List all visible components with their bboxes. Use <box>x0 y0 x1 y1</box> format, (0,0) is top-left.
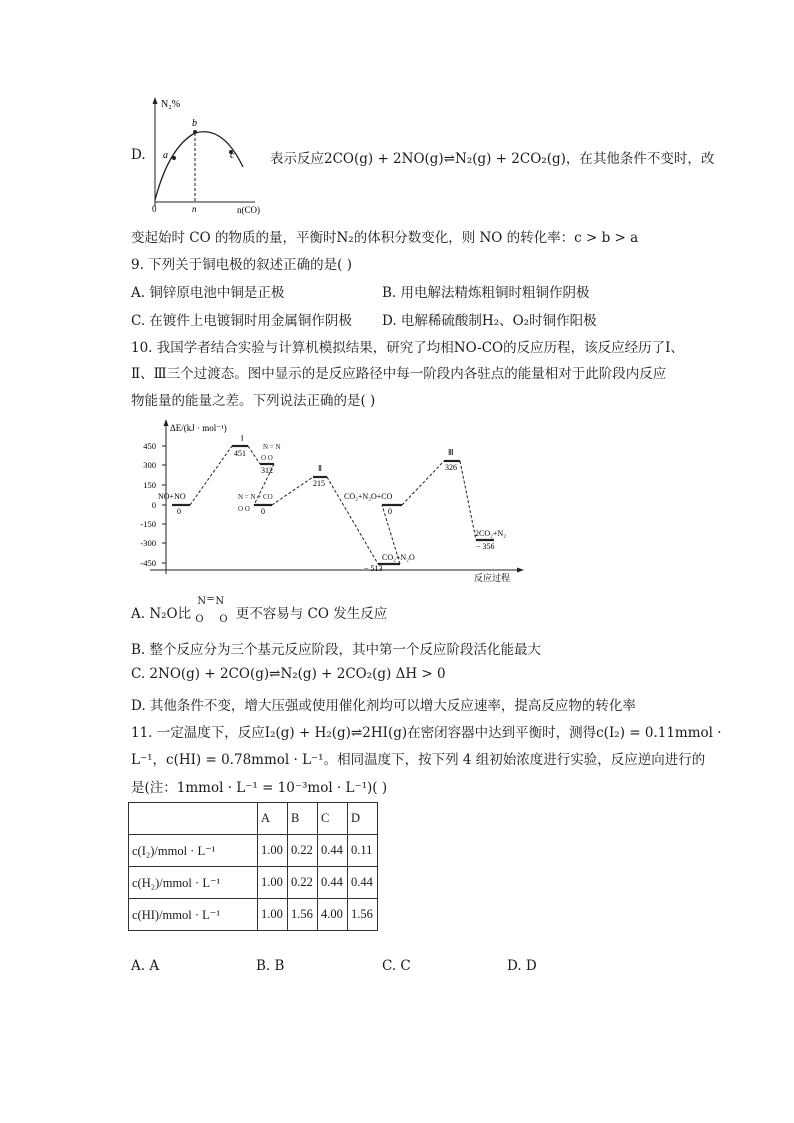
q8d-graph <box>145 95 270 217</box>
q10-option-a-suffix: 更不容易与 CO 发生反应 <box>235 606 388 622</box>
concentration-table <box>128 802 378 931</box>
energy-diagram <box>120 415 530 585</box>
table-cell: 0.11 <box>348 835 378 867</box>
graph-point-a: a <box>163 150 168 161</box>
label-co2-n2o-co: CO₂+N₂O+CO <box>344 492 393 501</box>
graph-ylabel: N₂% <box>161 99 181 110</box>
table-cell: 1.56 <box>348 899 378 931</box>
value-312: 312 <box>261 466 273 475</box>
ytick-150: 150 <box>143 480 156 490</box>
graph-origin: 0 <box>152 204 157 214</box>
value-m356: − 356 <box>476 542 495 551</box>
table-cell: 1.00 <box>258 835 288 867</box>
q9-option-d[interactable]: D. 电解稀硫酸制H₂、O₂时铜作阳极 <box>382 313 597 329</box>
q11-option-c[interactable]: C. C <box>382 958 411 974</box>
value-215: 215 <box>313 479 325 488</box>
svg-text:O O: O O <box>238 505 250 513</box>
label-co2-n2o: CO₂+N₂O <box>382 553 415 562</box>
table-row <box>129 899 378 931</box>
svg-text:O O: O O <box>261 454 273 462</box>
table-cell: c(I₂)/mmol · L⁻¹ <box>129 835 258 867</box>
table-cell: 0.44 <box>318 867 348 899</box>
table-header-cell <box>129 803 258 835</box>
graph-point-c: c <box>230 150 235 161</box>
ytick-0: 0 <box>151 500 156 510</box>
q11-stem-2: L⁻¹，c(HI) = 0.78mmol · L⁻¹。相同温度下，按下列 4 组初始浓度进行实验，反应逆向进行的 <box>131 752 706 768</box>
graph-xlabel: n(CO) <box>237 205 260 215</box>
table-header-cell: A <box>258 803 288 835</box>
q9-stem: 9. 下列关于铜电极的叙述正确的是( ) <box>131 257 352 273</box>
table-header-cell: B <box>288 803 318 835</box>
q11-stem-3: 是(注：1mmol · L⁻¹ = 10⁻³mol · L⁻¹)( ) <box>131 780 388 796</box>
q11-option-b[interactable]: B. B <box>256 958 285 974</box>
q10-option-b[interactable]: B. 整个反应分为三个基元反应阶段，其中第一个反应阶段活化能最大 <box>131 642 542 658</box>
q10-option-c[interactable]: C. 2NO(g) + 2CO(g)⇌N₂(g) + 2CO₂(g) ΔH > 0 <box>131 666 446 682</box>
table-cell: 0.22 <box>288 867 318 899</box>
chart-ylabel: ΔE/(kJ · mol⁻¹) <box>170 423 227 433</box>
ytick-m450: -450 <box>140 558 156 568</box>
table-cell: 4.00 <box>318 899 348 931</box>
table-cell: 1.00 <box>258 899 288 931</box>
q8d-label: D. <box>131 147 146 163</box>
q10-stem-3: 物能量的能量之差。下列说法正确的是( ) <box>131 393 376 409</box>
table-cell: 1.56 <box>288 899 318 931</box>
ytick-m300: -300 <box>140 538 156 548</box>
table-row <box>129 867 378 899</box>
graph-point-b: b <box>192 118 197 129</box>
q11-stem-1: 11. 一定温度下，反应I₂(g) + H₂(g)⇌2HI(g)在密闭容器中达到平衡时，测得c(I₂) = 0.11mmol · <box>131 725 722 741</box>
label-ts2: Ⅱ <box>318 464 322 473</box>
table-cell: 0.44 <box>348 867 378 899</box>
value-0a: 0 <box>177 507 181 516</box>
svg-text:N = N: N = N <box>263 443 281 451</box>
value-326: 326 <box>445 463 457 472</box>
label-ts3: Ⅲ <box>448 448 454 457</box>
q8d-desc-2: 变起始时 CO 的物质的量，平衡时N₂的体积分数变化，则 NO 的转化率：c > b > a <box>131 230 639 246</box>
value-0b: 0 <box>261 507 265 516</box>
value-m513: − 513 <box>364 564 383 573</box>
graph-xtick: n <box>192 204 197 214</box>
table-cell: c(HI)/mmol · L⁻¹ <box>129 899 258 931</box>
table-cell: 1.00 <box>258 867 288 899</box>
ytick-m150: -150 <box>140 519 156 529</box>
table-cell: 0.44 <box>318 835 348 867</box>
table-header-cell: C <box>318 803 348 835</box>
value-451: 451 <box>234 449 246 458</box>
q10-option-a[interactable] <box>131 593 388 625</box>
table-header-cell: D <box>348 803 378 835</box>
q9-option-a[interactable]: A. 铜锌原电池中铜是正极 <box>131 285 285 301</box>
dinitrosyl-structure: N = N O O <box>195 593 228 625</box>
table-header-row <box>129 803 378 835</box>
q11-option-d[interactable]: D. D <box>507 958 537 974</box>
label-final: 2CO₂+N₂ <box>475 529 506 538</box>
q8d-desc-1: 表示反应2CO(g) + 2NO(g)⇌N₂(g) + 2CO₂(g)，在其他条件不变时，改 <box>270 151 715 167</box>
q9-option-c[interactable]: C. 在镀件上电镀铜时用金属铜作阴极 <box>131 313 352 329</box>
q9-option-b[interactable]: B. 用电解法精炼粗铜时粗铜作阴极 <box>382 285 590 301</box>
q10-option-d[interactable]: D. 其他条件不变，增大压强或使用催化剂均可以增大反应速率，提高反应物的转化率 <box>131 698 636 714</box>
value-0c: 0 <box>388 507 392 516</box>
q10-stem-1: 10. 我国学者结合实验与计算机模拟结果，研究了均相NO-CO的反应历程，该反应经历了Ⅰ、 <box>131 340 684 356</box>
table-row <box>129 835 378 867</box>
ytick-450: 450 <box>143 441 156 451</box>
q11-option-a[interactable]: A. A <box>131 958 160 974</box>
chart-xlabel: 反应过程 <box>474 573 511 583</box>
ytick-300: 300 <box>143 460 156 470</box>
table-cell: c(H₂)/mmol · L⁻¹ <box>129 867 258 899</box>
label-ts1: Ⅰ <box>241 434 244 443</box>
q10-stem-2: Ⅱ、Ⅲ三个过渡态。图中显示的是反应路径中每一阶段内各驻点的能量相对于此阶段内反应 <box>131 366 667 382</box>
svg-text:N = N + CO: N = N + CO <box>238 493 273 501</box>
q10-option-a-prefix: A. N₂O比 <box>131 606 192 622</box>
label-no-no: NO+NO <box>158 492 186 501</box>
table-cell: 0.22 <box>288 835 318 867</box>
